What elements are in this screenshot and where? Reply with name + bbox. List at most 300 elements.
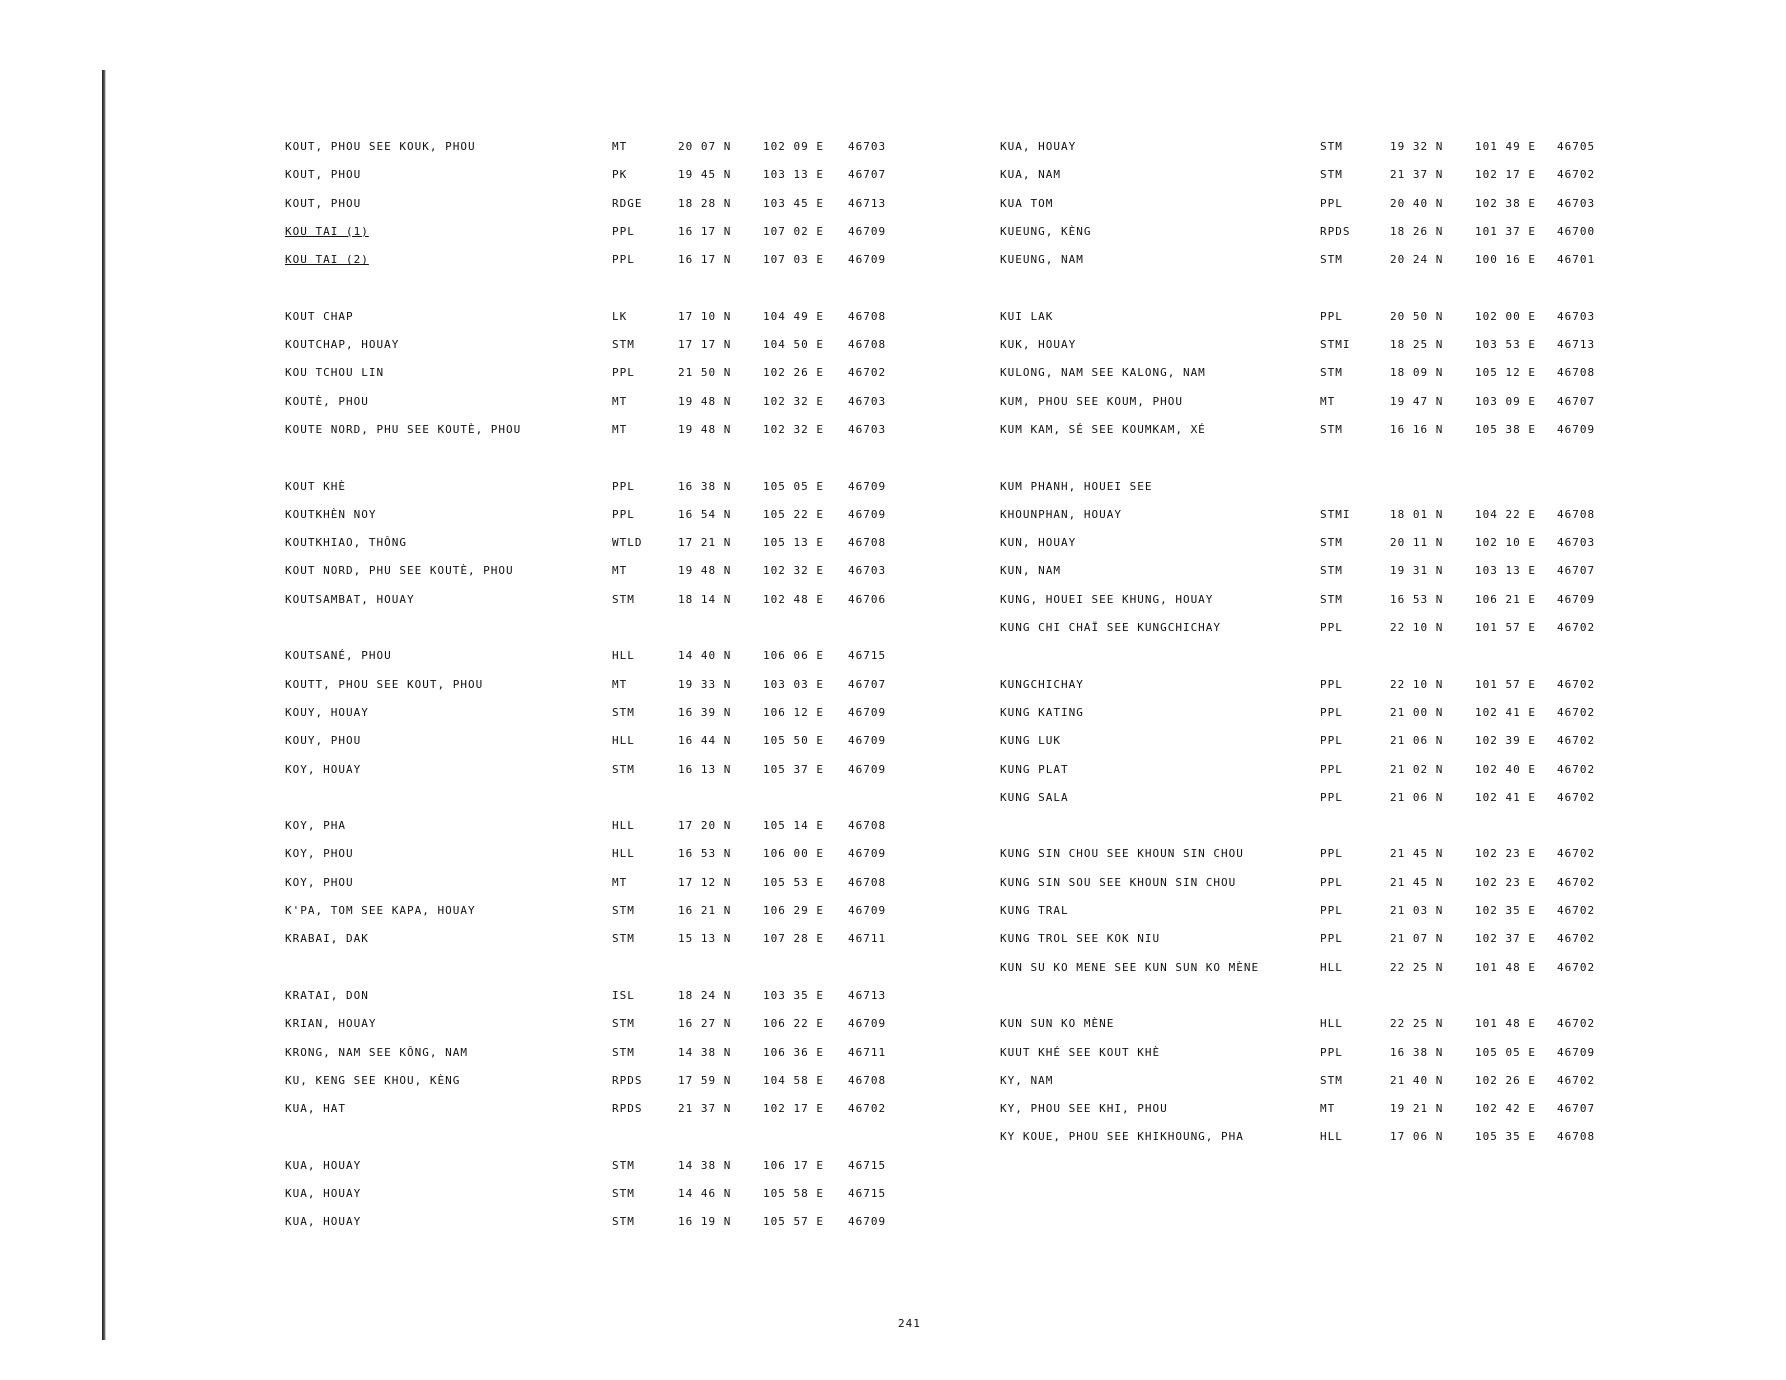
- map-sheet-number: 46708: [848, 875, 887, 889]
- latitude: 18 28 N: [678, 196, 732, 210]
- latitude: 17 12 N: [678, 875, 732, 889]
- longitude: 104 58 E: [763, 1073, 824, 1087]
- longitude: 102 26 E: [1475, 1073, 1536, 1087]
- feature-designation: STM: [1320, 168, 1343, 182]
- latitude: 16 53 N: [1390, 592, 1444, 606]
- longitude: 107 28 E: [763, 932, 824, 946]
- map-sheet-number: 46703: [848, 394, 887, 408]
- latitude: 21 03 N: [1390, 904, 1444, 918]
- place-name: KUA, NAM: [1000, 168, 1061, 182]
- place-name: KUN SU KO MENE SEE KUN SUN KO MÈNE: [1000, 960, 1260, 974]
- longitude: 103 35 E: [763, 988, 824, 1002]
- place-name: KUA, HAT: [285, 1102, 346, 1116]
- place-name: KOUTSAMBAT, HOUAY: [285, 592, 415, 606]
- place-name: KUN, NAM: [1000, 564, 1061, 578]
- longitude: 103 03 E: [763, 677, 824, 691]
- place-name: KUN SUN KO MÈNE: [1000, 1017, 1115, 1031]
- feature-designation: PPL: [612, 507, 635, 521]
- map-sheet-number: 46702: [1557, 734, 1596, 748]
- place-name: KUM, PHOU SEE KOUM, PHOU: [1000, 394, 1183, 408]
- latitude: 19 48 N: [678, 394, 732, 408]
- latitude: 18 26 N: [1390, 224, 1444, 238]
- latitude: 22 10 N: [1390, 677, 1444, 691]
- place-name: KOUTE NORD, PHU SEE KOUTÈ, PHOU: [285, 422, 522, 436]
- place-name: KUA, HOUAY: [285, 1215, 362, 1229]
- longitude: 103 45 E: [763, 196, 824, 210]
- feature-designation: STM: [612, 1158, 635, 1172]
- place-name: KOUY, HOUAY: [285, 705, 369, 719]
- latitude: 19 47 N: [1390, 394, 1444, 408]
- map-sheet-number: 46709: [1557, 1045, 1596, 1059]
- map-sheet-number: 46707: [1557, 394, 1596, 408]
- longitude: 105 14 E: [763, 819, 824, 833]
- feature-designation: PPL: [1320, 790, 1343, 804]
- latitude: 14 40 N: [678, 649, 732, 663]
- feature-designation: MT: [612, 677, 628, 691]
- place-name: KUA, HOUAY: [285, 1158, 362, 1172]
- map-sheet-number: 46709: [848, 224, 887, 238]
- feature-designation: PPL: [1320, 932, 1343, 946]
- feature-designation: STM: [612, 1017, 635, 1031]
- longitude: 104 50 E: [763, 338, 824, 352]
- feature-designation: HLL: [612, 847, 635, 861]
- longitude: 105 58 E: [763, 1186, 824, 1200]
- feature-designation: HLL: [612, 649, 635, 663]
- latitude: 21 40 N: [1390, 1073, 1444, 1087]
- feature-designation: MT: [612, 564, 628, 578]
- place-name: KOY, PHOU: [285, 875, 354, 889]
- place-name: KOY, PHOU: [285, 847, 354, 861]
- longitude: 100 16 E: [1475, 253, 1536, 267]
- feature-designation: LK: [612, 309, 628, 323]
- map-sheet-number: 46709: [848, 507, 887, 521]
- latitude: 16 17 N: [678, 253, 732, 267]
- map-sheet-number: 46701: [1557, 253, 1596, 267]
- latitude: 21 02 N: [1390, 762, 1444, 776]
- feature-designation: HLL: [1320, 1130, 1343, 1144]
- map-sheet-number: 46709: [848, 1017, 887, 1031]
- place-name: KOUTKHÈN NOY: [285, 507, 377, 521]
- map-sheet-number: 46702: [1557, 904, 1596, 918]
- feature-designation: PPL: [1320, 705, 1343, 719]
- place-name: KUEUNG, KÈNG: [1000, 224, 1092, 238]
- place-name: KOUT, PHOU SEE KOUK, PHOU: [285, 140, 476, 153]
- latitude: 17 17 N: [678, 338, 732, 352]
- longitude: 102 23 E: [1475, 875, 1536, 889]
- longitude: 105 12 E: [1475, 366, 1536, 380]
- feature-designation: STM: [1320, 422, 1343, 436]
- feature-designation: PPL: [612, 479, 635, 493]
- feature-designation: HLL: [612, 819, 635, 833]
- longitude: 102 41 E: [1475, 790, 1536, 804]
- longitude: 105 05 E: [1475, 1045, 1536, 1059]
- longitude: 105 13 E: [763, 536, 824, 550]
- longitude: 101 57 E: [1475, 677, 1536, 691]
- feature-designation: WTLD: [612, 536, 643, 550]
- place-name: KUNG, HOUEI SEE KHUNG, HOUAY: [1000, 592, 1214, 606]
- latitude: 16 44 N: [678, 734, 732, 748]
- feature-designation: STM: [1320, 253, 1343, 267]
- feature-designation: PPL: [1320, 875, 1343, 889]
- latitude: 22 25 N: [1390, 1017, 1444, 1031]
- latitude: 16 16 N: [1390, 422, 1444, 436]
- map-sheet-number: 46708: [848, 1073, 887, 1087]
- feature-designation: STM: [1320, 366, 1343, 380]
- place-name: KOU TCHOU LIN: [285, 366, 385, 380]
- place-name: KY, PHOU SEE KHI, PHOU: [1000, 1102, 1168, 1116]
- latitude: 16 21 N: [678, 904, 732, 918]
- map-sheet-number: 46702: [1557, 705, 1596, 719]
- latitude: 22 25 N: [1390, 960, 1444, 974]
- longitude: 105 50 E: [763, 734, 824, 748]
- latitude: 16 54 N: [678, 507, 732, 521]
- place-name: KRONG, NAM SEE KÔNG, NAM: [285, 1045, 468, 1059]
- feature-designation: PK: [612, 168, 628, 182]
- feature-designation: RPDS: [1320, 224, 1351, 238]
- longitude: 102 32 E: [763, 564, 824, 578]
- longitude: 105 05 E: [763, 479, 824, 493]
- latitude: 19 48 N: [678, 422, 732, 436]
- map-sheet-number: 46702: [1557, 847, 1596, 861]
- latitude: 16 53 N: [678, 847, 732, 861]
- feature-designation: STMI: [1320, 507, 1351, 521]
- longitude: 104 22 E: [1475, 507, 1536, 521]
- feature-designation: STM: [1320, 1073, 1343, 1087]
- map-sheet-number: 46703: [848, 422, 887, 436]
- longitude: 101 49 E: [1475, 140, 1536, 153]
- place-name: KU, KENG SEE KHOU, KÈNG: [285, 1073, 461, 1087]
- feature-designation: STM: [612, 762, 635, 776]
- map-sheet-number: 46715: [848, 1158, 887, 1172]
- place-name: KUA, HOUAY: [1000, 140, 1077, 153]
- place-name: KRIAN, HOUAY: [285, 1017, 377, 1031]
- longitude: 101 57 E: [1475, 621, 1536, 635]
- latitude: 19 31 N: [1390, 564, 1444, 578]
- latitude: 19 21 N: [1390, 1102, 1444, 1116]
- place-name: KUA TOM: [1000, 196, 1054, 210]
- place-name: KUNGCHICHAY: [1000, 677, 1084, 691]
- binding-edge: [102, 70, 106, 1340]
- map-sheet-number: 46709: [848, 762, 887, 776]
- longitude: 102 09 E: [763, 140, 824, 153]
- longitude: 102 39 E: [1475, 734, 1536, 748]
- place-name: KUNG TROL SEE KOK NIU: [1000, 932, 1161, 946]
- feature-designation: STM: [612, 1215, 635, 1229]
- longitude: 102 42 E: [1475, 1102, 1536, 1116]
- feature-designation: PPL: [1320, 847, 1343, 861]
- map-sheet-number: 46707: [848, 677, 887, 691]
- longitude: 106 00 E: [763, 847, 824, 861]
- map-sheet-number: 46713: [848, 988, 887, 1002]
- map-sheet-number: 46708: [848, 536, 887, 550]
- longitude: 102 17 E: [763, 1102, 824, 1116]
- place-name: KOUT, PHOU: [285, 168, 362, 182]
- map-sheet-number: 46707: [1557, 564, 1596, 578]
- latitude: 17 20 N: [678, 819, 732, 833]
- feature-designation: PPL: [612, 366, 635, 380]
- map-sheet-number: 46708: [848, 338, 887, 352]
- map-sheet-number: 46700: [1557, 224, 1596, 238]
- feature-designation: STM: [1320, 536, 1343, 550]
- map-sheet-number: 46703: [1557, 196, 1596, 210]
- latitude: 16 13 N: [678, 762, 732, 776]
- place-name: KOUT NORD, PHU SEE KOUTÈ, PHOU: [285, 564, 514, 578]
- longitude: 102 48 E: [763, 592, 824, 606]
- feature-designation: HLL: [1320, 960, 1343, 974]
- map-sheet-number: 46709: [848, 734, 887, 748]
- feature-designation: HLL: [612, 734, 635, 748]
- longitude: 105 22 E: [763, 507, 824, 521]
- place-name: KUNG PLAT: [1000, 762, 1069, 776]
- longitude: 101 48 E: [1475, 960, 1536, 974]
- map-sheet-number: 46708: [1557, 507, 1596, 521]
- feature-designation: MT: [612, 875, 628, 889]
- map-sheet-number: 46706: [848, 592, 887, 606]
- latitude: 18 09 N: [1390, 366, 1444, 380]
- map-sheet-number: 46702: [848, 366, 887, 380]
- longitude: 106 36 E: [763, 1045, 824, 1059]
- latitude: 18 25 N: [1390, 338, 1444, 352]
- feature-designation: MT: [1320, 394, 1336, 408]
- feature-designation: RDGE: [612, 196, 643, 210]
- place-name: KHOUNPHAN, HOUAY: [1000, 507, 1122, 521]
- place-name: KUEUNG, NAM: [1000, 253, 1084, 267]
- map-sheet-number: 46713: [1557, 338, 1596, 352]
- map-sheet-number: 46709: [848, 479, 887, 493]
- longitude: 102 10 E: [1475, 536, 1536, 550]
- latitude: 17 21 N: [678, 536, 732, 550]
- longitude: 107 02 E: [763, 224, 824, 238]
- latitude: 19 45 N: [678, 168, 732, 182]
- latitude: 14 38 N: [678, 1045, 732, 1059]
- latitude: 16 39 N: [678, 705, 732, 719]
- map-sheet-number: 46708: [1557, 366, 1596, 380]
- feature-designation: STM: [1320, 140, 1343, 153]
- place-name: KOUT, PHOU: [285, 196, 362, 210]
- map-sheet-number: 46702: [1557, 677, 1596, 691]
- feature-designation: PPL: [1320, 1045, 1343, 1059]
- map-sheet-number: 46711: [848, 932, 887, 946]
- latitude: 16 27 N: [678, 1017, 732, 1031]
- map-sheet-number: 46702: [1557, 932, 1596, 946]
- latitude: 18 14 N: [678, 592, 732, 606]
- place-name: KUUT KHÉ SEE KOUT KHÈ: [1000, 1045, 1161, 1059]
- latitude: 21 37 N: [1390, 168, 1444, 182]
- page-number: 241: [898, 1317, 921, 1330]
- feature-designation: STM: [612, 592, 635, 606]
- longitude: 103 09 E: [1475, 394, 1536, 408]
- feature-designation: PPL: [1320, 762, 1343, 776]
- longitude: 105 53 E: [763, 875, 824, 889]
- map-sheet-number: 46703: [1557, 536, 1596, 550]
- feature-designation: MT: [612, 140, 628, 153]
- longitude: 104 49 E: [763, 309, 824, 323]
- place-name: KUNG KATING: [1000, 705, 1084, 719]
- longitude: 101 37 E: [1475, 224, 1536, 238]
- map-sheet-number: 46709: [848, 904, 887, 918]
- place-name: KOUTÈ, PHOU: [285, 394, 369, 408]
- longitude: 105 38 E: [1475, 422, 1536, 436]
- map-sheet-number: 46705: [1557, 140, 1596, 153]
- latitude: 19 33 N: [678, 677, 732, 691]
- place-name: KUA, HOUAY: [285, 1186, 362, 1200]
- longitude: 106 17 E: [763, 1158, 824, 1172]
- place-name: KUI LAK: [1000, 309, 1054, 323]
- feature-designation: PPL: [1320, 904, 1343, 918]
- latitude: 16 17 N: [678, 224, 732, 238]
- place-name: KY, NAM: [1000, 1073, 1054, 1087]
- longitude: 102 23 E: [1475, 847, 1536, 861]
- latitude: 16 38 N: [678, 479, 732, 493]
- latitude: 17 59 N: [678, 1073, 732, 1087]
- place-name: KOUT CHAP: [285, 309, 354, 323]
- place-name: KY KOUE, PHOU SEE KHIKHOUNG, PHA: [1000, 1130, 1244, 1144]
- place-name: KUM KAM, SÉ SEE KOUMKAM, XÉ: [1000, 422, 1206, 436]
- latitude: 18 24 N: [678, 988, 732, 1002]
- map-sheet-number: 46703: [848, 564, 887, 578]
- place-name: KOU TAI (2): [285, 253, 369, 267]
- feature-designation: PPL: [1320, 309, 1343, 323]
- longitude: 107 03 E: [763, 253, 824, 267]
- feature-designation: STM: [612, 705, 635, 719]
- feature-designation: MT: [612, 422, 628, 436]
- latitude: 21 45 N: [1390, 847, 1444, 861]
- feature-designation: STM: [612, 1045, 635, 1059]
- map-sheet-number: 46702: [848, 1102, 887, 1116]
- feature-designation: RPDS: [612, 1102, 643, 1116]
- latitude: 20 07 N: [678, 140, 732, 153]
- longitude: 105 57 E: [763, 1215, 824, 1229]
- map-sheet-number: 46715: [848, 1186, 887, 1200]
- place-name: K'PA, TOM SEE KAPA, HOUAY: [285, 904, 476, 918]
- place-name: KUNG SALA: [1000, 790, 1069, 804]
- map-sheet-number: 46709: [1557, 422, 1596, 436]
- feature-designation: MT: [1320, 1102, 1336, 1116]
- map-sheet-number: 46703: [848, 140, 887, 153]
- latitude: 15 13 N: [678, 932, 732, 946]
- place-name: KOY, HOUAY: [285, 762, 362, 776]
- latitude: 19 32 N: [1390, 140, 1444, 153]
- map-sheet-number: 46708: [848, 819, 887, 833]
- latitude: 20 40 N: [1390, 196, 1444, 210]
- place-name: KUNG SIN SOU SEE KHOUN SIN CHOU: [1000, 875, 1237, 889]
- longitude: 102 40 E: [1475, 762, 1536, 776]
- map-sheet-number: 46702: [1557, 1017, 1596, 1031]
- longitude: 103 53 E: [1475, 338, 1536, 352]
- feature-designation: PPL: [612, 253, 635, 267]
- longitude: 102 41 E: [1475, 705, 1536, 719]
- map-sheet-number: 46709: [848, 705, 887, 719]
- place-name: KOUY, PHOU: [285, 734, 362, 748]
- longitude: 102 32 E: [763, 394, 824, 408]
- latitude: 16 19 N: [678, 1215, 732, 1229]
- feature-designation: RPDS: [612, 1073, 643, 1087]
- feature-designation: STMI: [1320, 338, 1351, 352]
- map-sheet-number: 46702: [1557, 168, 1596, 182]
- longitude: 106 21 E: [1475, 592, 1536, 606]
- feature-designation: ISL: [612, 988, 635, 1002]
- place-name: KOU TAI (1): [285, 224, 369, 238]
- map-sheet-number: 46702: [1557, 621, 1596, 635]
- latitude: 20 50 N: [1390, 309, 1444, 323]
- map-sheet-number: 46715: [848, 649, 887, 663]
- map-sheet-number: 46709: [848, 847, 887, 861]
- longitude: 102 32 E: [763, 422, 824, 436]
- place-name: KUNG LUK: [1000, 734, 1061, 748]
- longitude: 101 48 E: [1475, 1017, 1536, 1031]
- longitude: 102 17 E: [1475, 168, 1536, 182]
- map-sheet-number: 46709: [1557, 592, 1596, 606]
- place-name: KOUTSANÉ, PHOU: [285, 649, 392, 663]
- map-sheet-number: 46709: [848, 1215, 887, 1229]
- place-name: KUM PHANH, HOUEI SEE: [1000, 479, 1153, 493]
- map-sheet-number: 46709: [848, 253, 887, 267]
- feature-designation: PPL: [1320, 621, 1343, 635]
- place-name: KRABAI, DAK: [285, 932, 369, 946]
- latitude: 18 01 N: [1390, 507, 1444, 521]
- latitude: 19 48 N: [678, 564, 732, 578]
- map-sheet-number: 46702: [1557, 960, 1596, 974]
- feature-designation: STM: [612, 338, 635, 352]
- map-sheet-number: 46707: [848, 168, 887, 182]
- longitude: 103 13 E: [763, 168, 824, 182]
- latitude: 22 10 N: [1390, 621, 1444, 635]
- latitude: 17 10 N: [678, 309, 732, 323]
- place-name: KOUTT, PHOU SEE KOUT, PHOU: [285, 677, 484, 691]
- longitude: 106 12 E: [763, 705, 824, 719]
- map-sheet-number: 46713: [848, 196, 887, 210]
- longitude: 105 35 E: [1475, 1130, 1536, 1144]
- place-name: KUNG TRAL: [1000, 904, 1069, 918]
- longitude: 102 00 E: [1475, 309, 1536, 323]
- place-name: KOUT KHÈ: [285, 479, 346, 493]
- latitude: 21 06 N: [1390, 734, 1444, 748]
- feature-designation: PPL: [1320, 677, 1343, 691]
- longitude: 102 38 E: [1475, 196, 1536, 210]
- latitude: 14 46 N: [678, 1186, 732, 1200]
- map-sheet-number: 46702: [1557, 875, 1596, 889]
- map-sheet-number: 46702: [1557, 790, 1596, 804]
- place-name: KUN, HOUAY: [1000, 536, 1077, 550]
- map-sheet-number: 46703: [1557, 309, 1596, 323]
- longitude: 102 26 E: [763, 366, 824, 380]
- place-name: KUNG SIN CHOU SEE KHOUN SIN CHOU: [1000, 847, 1244, 861]
- longitude: 106 06 E: [763, 649, 824, 663]
- place-name: KUNG CHI CHAÏ SEE KUNGCHICHAY: [1000, 621, 1222, 635]
- longitude: 102 35 E: [1475, 904, 1536, 918]
- latitude: 21 00 N: [1390, 705, 1444, 719]
- place-name: KOUTKHIAO, THÔNG: [285, 536, 407, 550]
- map-sheet-number: 46711: [848, 1045, 887, 1059]
- map-sheet-number: 46708: [848, 309, 887, 323]
- latitude: 14 38 N: [678, 1158, 732, 1172]
- feature-designation: STM: [1320, 564, 1343, 578]
- latitude: 21 07 N: [1390, 932, 1444, 946]
- longitude: 105 37 E: [763, 762, 824, 776]
- feature-designation: PPL: [612, 224, 635, 238]
- latitude: 17 06 N: [1390, 1130, 1444, 1144]
- place-name: KULONG, NAM SEE KALONG, NAM: [1000, 366, 1206, 380]
- place-name: KOY, PHA: [285, 819, 346, 833]
- map-sheet-number: 46702: [1557, 762, 1596, 776]
- latitude: 20 11 N: [1390, 536, 1444, 550]
- latitude: 21 50 N: [678, 366, 732, 380]
- place-name: KUK, HOUAY: [1000, 338, 1077, 352]
- feature-designation: PPL: [1320, 734, 1343, 748]
- latitude: 21 45 N: [1390, 875, 1444, 889]
- map-sheet-number: 46708: [1557, 1130, 1596, 1144]
- place-name: KOUTCHAP, HOUAY: [285, 338, 400, 352]
